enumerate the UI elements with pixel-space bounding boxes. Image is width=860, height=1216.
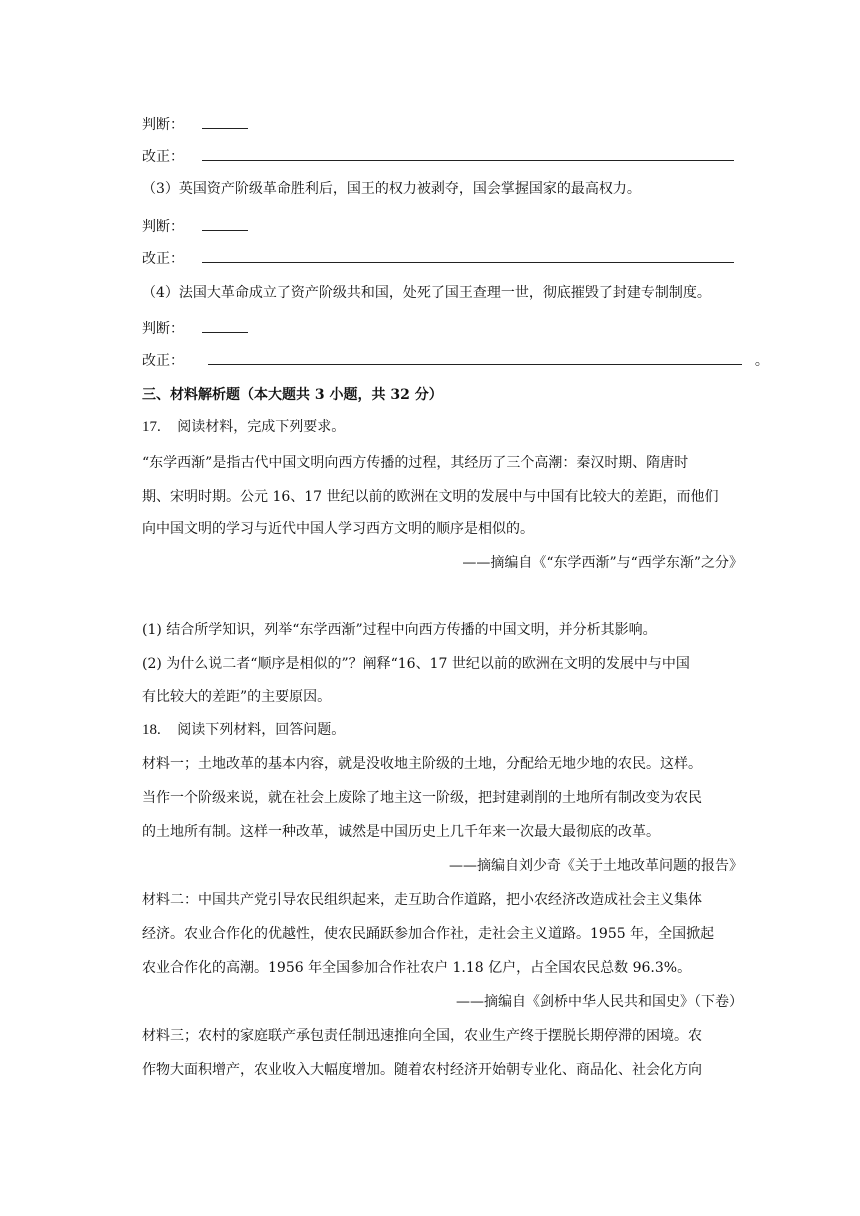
fix-line-4 — [142, 350, 769, 371]
judge-label: 判断： — [142, 219, 184, 235]
q17-prompt: 阅读材料，完成下列要求。 — [177, 419, 346, 435]
q17-material-line-1: “东学西渐”是指古代中国文明向西方传播的过程，其经历了三个高潮：秦汉时期、隋唐时 — [142, 455, 689, 471]
q17-sub-1: (1) 结合所学知识，列举“东学西渐”过程中向西方传播的中国文明，并分析其影响。 — [142, 622, 657, 638]
judge-line-3 — [142, 216, 248, 237]
fix-label: 改正： — [142, 353, 184, 369]
q18-number: 18. — [142, 722, 161, 738]
q18-m2-line-1: 材料二：中国共产党引导农民组织起来，走互助合作道路，把小农经济改造成社会主义集体 — [142, 892, 702, 908]
q18-m1-source: ——摘编自刘少奇《关于土地改革问题的报告》 — [449, 858, 743, 874]
q17-material-line-3: 向中国文明的学习与近代中国人学习西方文明的顺序是相似的。 — [142, 521, 534, 537]
q18-m3-line-2: 作物大面积增产，农业收入大幅度增加。随着农村经济开始朝专业化、商品化、社会化方向 — [142, 1062, 702, 1078]
q18-m2-line-3: 农业合作化的高潮。1956 年全国参加合作社农户 1.18 亿户，占全国农民总数 96.3%。 — [142, 960, 692, 976]
fix-blank[interactable] — [208, 350, 742, 365]
q18-m1-line-3: 的土地所有制。这样一种改革，诚然是中国历史上几千年来一次最大最彻底的改革。 — [142, 824, 660, 840]
q18-m3-line-1: 材料三；农村的家庭联产承包责任制迅速推向全国，农业生产终于摆脱长期停滞的困境。农 — [142, 1028, 702, 1044]
fix-line-2 — [142, 146, 734, 167]
q18-m2-line-2: 经济。农业合作化的优越性，使农民踊跃参加合作社，走社会主义道路。1955 年，全国掀起 — [142, 926, 715, 942]
q17-material-line-2: 期、宋明时期。公元 16、17 世纪以前的欧洲在文明的发展中与中国有比较大的差距，而他们 — [142, 489, 719, 505]
q18-m2-source: ——摘编自《剑桥中华人民共和国史》（下卷） — [456, 994, 743, 1010]
judge-label: 判断： — [142, 321, 184, 337]
fix-blank[interactable] — [202, 146, 734, 161]
q18-prompt: 阅读下列材料，回答问题。 — [177, 722, 346, 738]
fix-line-3 — [142, 248, 734, 269]
judge-line-4 — [142, 318, 248, 339]
q17-header — [142, 417, 345, 437]
q17-sub-2-line-2: 有比较大的差距”的主要原因。 — [142, 689, 332, 705]
judge-label: 判断： — [142, 117, 184, 133]
q17-number: 17. — [142, 419, 161, 435]
q17-source: ——摘编自《“东学西渐”与“西学东渐”之分》 — [462, 555, 743, 571]
judge-blank[interactable] — [202, 318, 248, 333]
question-4: （4）法国大革命成立了资产阶级共和国，处死了国王查理一世，彻底摧毁了封建专制制度。 — [142, 285, 711, 301]
fix-label: 改正： — [142, 251, 184, 267]
question-3: （3）英国资产阶级革命胜利后，国王的权力被剥夺，国会掌握国家的最高权力。 — [142, 181, 641, 197]
q18-m1-line-2: 当作一个阶级来说，就在社会上废除了地主这一阶级，把封建剥削的土地所有制改变为农民 — [142, 790, 702, 806]
fix-blank[interactable] — [202, 248, 734, 263]
section-heading: 三、材料解析题（本大题共 3 小题，共 32 分） — [142, 387, 443, 403]
judge-line-2 — [142, 114, 248, 135]
end-period: 。 — [754, 353, 769, 369]
q18-m1-line-1: 材料一；土地改革的基本内容，就是没收地主阶级的土地，分配给无地少地的农民。这样。 — [142, 756, 702, 772]
judge-blank[interactable] — [202, 216, 248, 231]
q17-sub-2-line-1: (2) 为什么说二者“顺序是相似的”？阐释“16、17 世纪以前的欧洲在文明的发展中与中国 — [142, 656, 690, 672]
judge-blank[interactable] — [202, 114, 248, 129]
q18-header — [142, 720, 345, 740]
fix-label: 改正： — [142, 149, 184, 165]
